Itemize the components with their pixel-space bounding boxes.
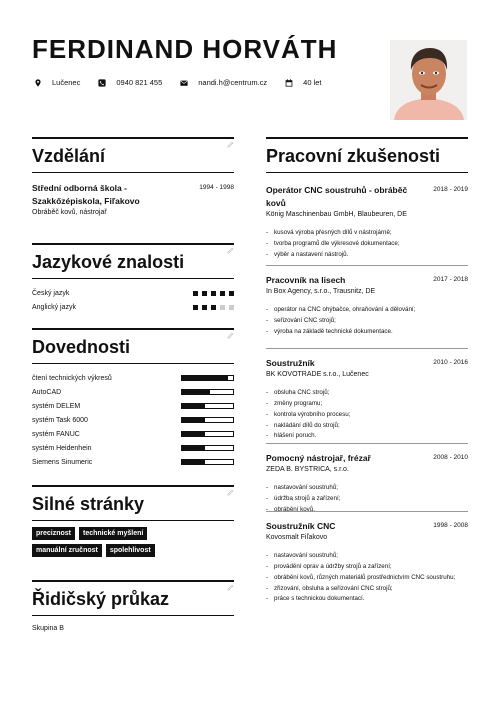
language-level (189, 291, 234, 296)
job-duty: - nastavování soustruhů; (266, 483, 468, 494)
job-company: In Box Agency, s.r.o., Trausnitz, DE (266, 288, 376, 296)
skills-heading: Dovednosti (32, 337, 131, 357)
edit-pencil-icon[interactable] (227, 584, 234, 591)
skill-level-bar (181, 431, 234, 437)
skill-name: systém DELEM (32, 402, 81, 410)
skill-row (32, 455, 234, 469)
job-entry (266, 512, 468, 617)
contact-location-text: Lučenec (52, 78, 81, 87)
job-company: ZEDA B. BYSTRICA, s.r.o. (266, 466, 349, 474)
job-duty: - kusová výroba přesných dílů v nástrojárně; (266, 228, 468, 239)
level-dot (211, 305, 216, 310)
skill-level-bar (181, 389, 234, 395)
license-value: Skupina B (32, 625, 64, 632)
job-duties (266, 305, 468, 338)
edit-pencil-icon[interactable] (227, 489, 234, 496)
job-duty: - výroba na základě technické dokumentace. (266, 327, 468, 338)
job-duty: - provádění oprav a údržby strojů a zařízení; (266, 562, 468, 573)
education-dates: 1994 - 1998 (199, 184, 234, 191)
candidate-name: FERDINAND HORVÁTH (32, 34, 338, 64)
languages-section (32, 243, 234, 314)
profile-photo (390, 40, 467, 120)
job-duty: - výběr a nastavení nástrojů. (266, 250, 468, 261)
skill-level-fill (182, 460, 205, 464)
job-duties (266, 228, 468, 261)
language-row (32, 300, 234, 314)
skill-row (32, 427, 234, 441)
skill-level-bar (181, 375, 234, 381)
strengths-heading: Silné stránky (32, 494, 145, 514)
skill-level-fill (182, 446, 205, 450)
strength-tag: preciznost (32, 527, 75, 540)
skill-name: Siemens Sinumeric (32, 458, 93, 466)
skill-row (32, 385, 234, 399)
skill-level-fill (182, 404, 205, 408)
job-duties (266, 483, 468, 516)
skill-level-fill (182, 432, 205, 436)
contact-email (180, 78, 267, 87)
skill-row (32, 441, 234, 455)
language-row (32, 286, 234, 300)
job-duty: - operátor na CNC ohýbačce, ohraňování a dělování; (266, 305, 468, 316)
job-dates: 2018 - 2019 (433, 186, 468, 193)
job-title: Soustružník CNC (266, 521, 336, 531)
level-dot (229, 291, 234, 296)
skill-level-bar (181, 417, 234, 423)
job-entry (266, 173, 468, 266)
contact-phone-text: 0940 821 455 (116, 78, 163, 87)
strength-tags (32, 527, 182, 561)
job-duty: - zřizování, obsluha a seřizování CNC strojů; (266, 584, 468, 595)
level-dot (202, 305, 207, 310)
edit-pencil-icon[interactable] (227, 141, 234, 148)
level-dot (229, 305, 234, 310)
skill-level-fill (182, 390, 210, 394)
level-dot (220, 291, 225, 296)
jobs-list (266, 173, 468, 617)
strength-tag: technické myšlení (79, 527, 147, 540)
languages-heading: Jazykové znalosti (32, 252, 185, 272)
skills-section (32, 328, 234, 469)
job-duty: - práce s technickou dokumentací. (266, 594, 468, 605)
job-duty: - údržba strojů a zařízení; (266, 494, 468, 505)
job-duty: - obrábění kovů. (266, 505, 468, 516)
skill-level-fill (182, 418, 205, 422)
skill-name: čtení technických výkresů (32, 374, 112, 382)
contact-bar (34, 78, 340, 87)
skill-level-bar (181, 445, 234, 451)
job-entry (266, 444, 468, 512)
skill-row (32, 371, 234, 385)
job-dates: 1998 - 2008 (433, 522, 468, 529)
school-name: Střední odborná škola - Szakkőzépiskola, Fiľakovo (32, 183, 140, 206)
job-duty: - nastavování soustruhů; (266, 551, 468, 562)
job-company: Kovosmalt Fiľakovo (266, 534, 328, 542)
job-entry (266, 349, 468, 444)
contact-age (285, 78, 321, 87)
job-title: Pracovník na lisech (266, 275, 346, 285)
job-duty: - obrábění kovů, různých materiálů prostřednictvím CNC soustruhu; (266, 573, 468, 584)
skill-level-bar (181, 459, 234, 465)
location-icon (34, 79, 42, 87)
skill-name: AutoCAD (32, 388, 62, 396)
education-field: Obráběč kovů, nástrojař (32, 208, 107, 216)
edit-pencil-icon[interactable] (227, 247, 234, 254)
skill-level-bar (181, 403, 234, 409)
license-section (32, 580, 234, 634)
job-duty: - hlášení poruch. (266, 431, 468, 442)
job-title: Operátor CNC soustruhů - obráběč kovů (266, 185, 408, 209)
strengths-section (32, 485, 234, 561)
education-section (32, 137, 234, 217)
phone-icon (98, 79, 106, 87)
level-dot (211, 291, 216, 296)
job-title: Pomocný nástrojař, frézař (266, 453, 371, 463)
contact-location (34, 78, 80, 87)
job-dates: 2010 - 2016 (433, 359, 468, 366)
skill-name: systém Heidenhein (32, 444, 92, 452)
job-duty: - obsluha CNC strojů; (266, 388, 468, 399)
portrait-image (390, 40, 467, 120)
education-heading: Vzdělání (32, 146, 106, 166)
skill-level-fill (182, 376, 228, 380)
job-duties (266, 388, 468, 442)
skill-name: systém Task 6000 (32, 416, 88, 424)
contact-email-text: nandi.h@centrum.cz (198, 78, 268, 87)
language-name: Český jazyk (32, 289, 70, 297)
job-duty: - nakládání dílů do strojů; (266, 421, 468, 432)
level-dot (202, 291, 207, 296)
experience-heading: Pracovní zkušenosti (266, 146, 441, 166)
license-heading: Řidičský průkaz (32, 589, 170, 609)
job-dates: 2008 - 2010 (433, 454, 468, 461)
skill-row (32, 399, 234, 413)
contact-age-text: 40 let (303, 78, 322, 87)
level-dot (193, 291, 198, 296)
skill-name: systém FANUC (32, 430, 80, 438)
email-icon (180, 79, 188, 87)
job-duty: - tvorba programů dle výkresové dokumentace; (266, 239, 468, 250)
level-dot (220, 305, 225, 310)
job-company: König Maschinenbau GmbH, Blaubeuren, DE (266, 211, 407, 219)
language-level (189, 305, 234, 310)
language-name: Anglický jazyk (32, 303, 76, 311)
strength-tag: manuální zručnost (32, 544, 102, 557)
job-duty: - změny programu; (266, 399, 468, 410)
job-duty: - seřizování CNC strojů; (266, 316, 468, 327)
skills-list (32, 364, 234, 469)
job-duties (266, 551, 468, 605)
experience-section (266, 137, 468, 617)
contact-phone (98, 78, 162, 87)
calendar-icon (285, 79, 293, 87)
level-dot (193, 305, 198, 310)
edit-pencil-icon[interactable] (227, 332, 234, 339)
job-title: Soustružník (266, 358, 315, 368)
strength-tag: spolehlivost (106, 544, 155, 557)
skill-row (32, 413, 234, 427)
job-entry (266, 266, 468, 349)
job-duty: - kontrola výrobního procesu; (266, 410, 468, 421)
job-company: BK KOVOTRADE s.r.o., Lučenec (266, 371, 369, 379)
job-dates: 2017 - 2018 (433, 276, 468, 283)
